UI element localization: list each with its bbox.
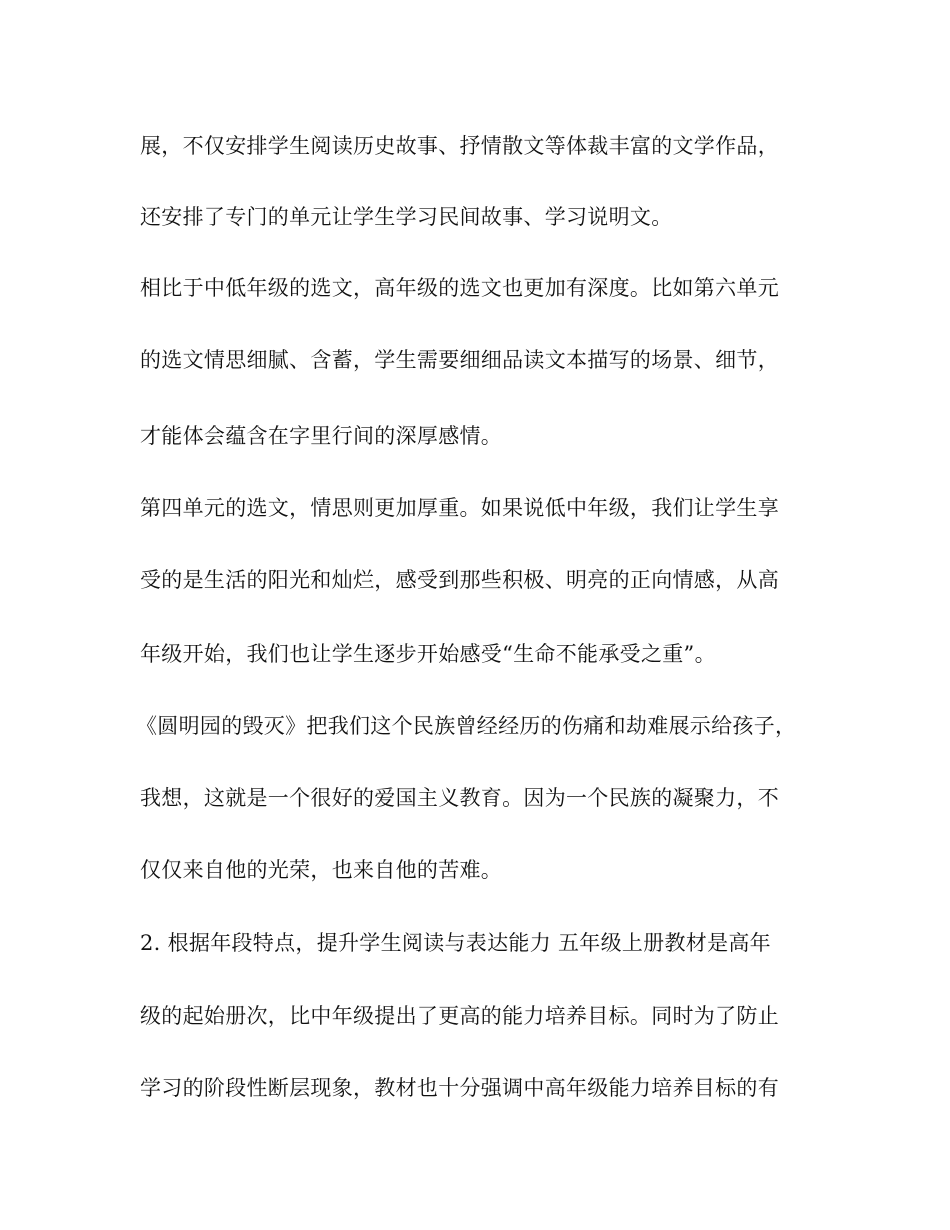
text-line: 才能体会蕴含在字里行间的深厚感情。 (140, 424, 503, 448)
text-line: 相比于中低年级的选文，高年级的选文也更加有深度。比如第六单元 (140, 276, 779, 300)
text-line: 《圆明园的毁灭》把我们这个民族曾经经历的伤痛和劫难展示给孩子， (136, 714, 797, 738)
text-line: 展，不仅安排学生阅读历史故事、抒情散文等体裁丰富的文学作品， (140, 134, 779, 158)
text-line: 我想，这就是一个很好的爱国主义教育。因为一个民族的凝聚力，不 (140, 786, 779, 810)
text-line: 仅仅来自他的光荣，也来自他的苦难。 (140, 858, 503, 882)
text-line: 级的起始册次，比中年级提出了更高的能力培养目标。同时为了防止 (140, 1004, 779, 1028)
text-line: 年级开始，我们也让学生逐步开始感受“生命不能承受之重”。 (140, 642, 716, 666)
text-line: 受的是生活的阳光和灿烂，感受到那些积极、明亮的正向情感，从高 (140, 568, 779, 592)
text-line: 学习的阶段性断层现象，教材也十分强调中高年级能力培养目标的有 (140, 1076, 779, 1100)
text-line: 的选文情思细腻、含蓄，学生需要细细品读文本描写的场景、细节， (140, 348, 779, 372)
text-line: 还安排了专门的单元让学生学习民间故事、学习说明文。 (140, 205, 673, 229)
text-line: 第四单元的选文，情思则更加厚重。如果说低中年级，我们让学生享 (140, 496, 779, 520)
text-line: 2. 根据年段特点，提升学生阅读与表达能力 五年级上册教材是高年 (140, 931, 771, 955)
